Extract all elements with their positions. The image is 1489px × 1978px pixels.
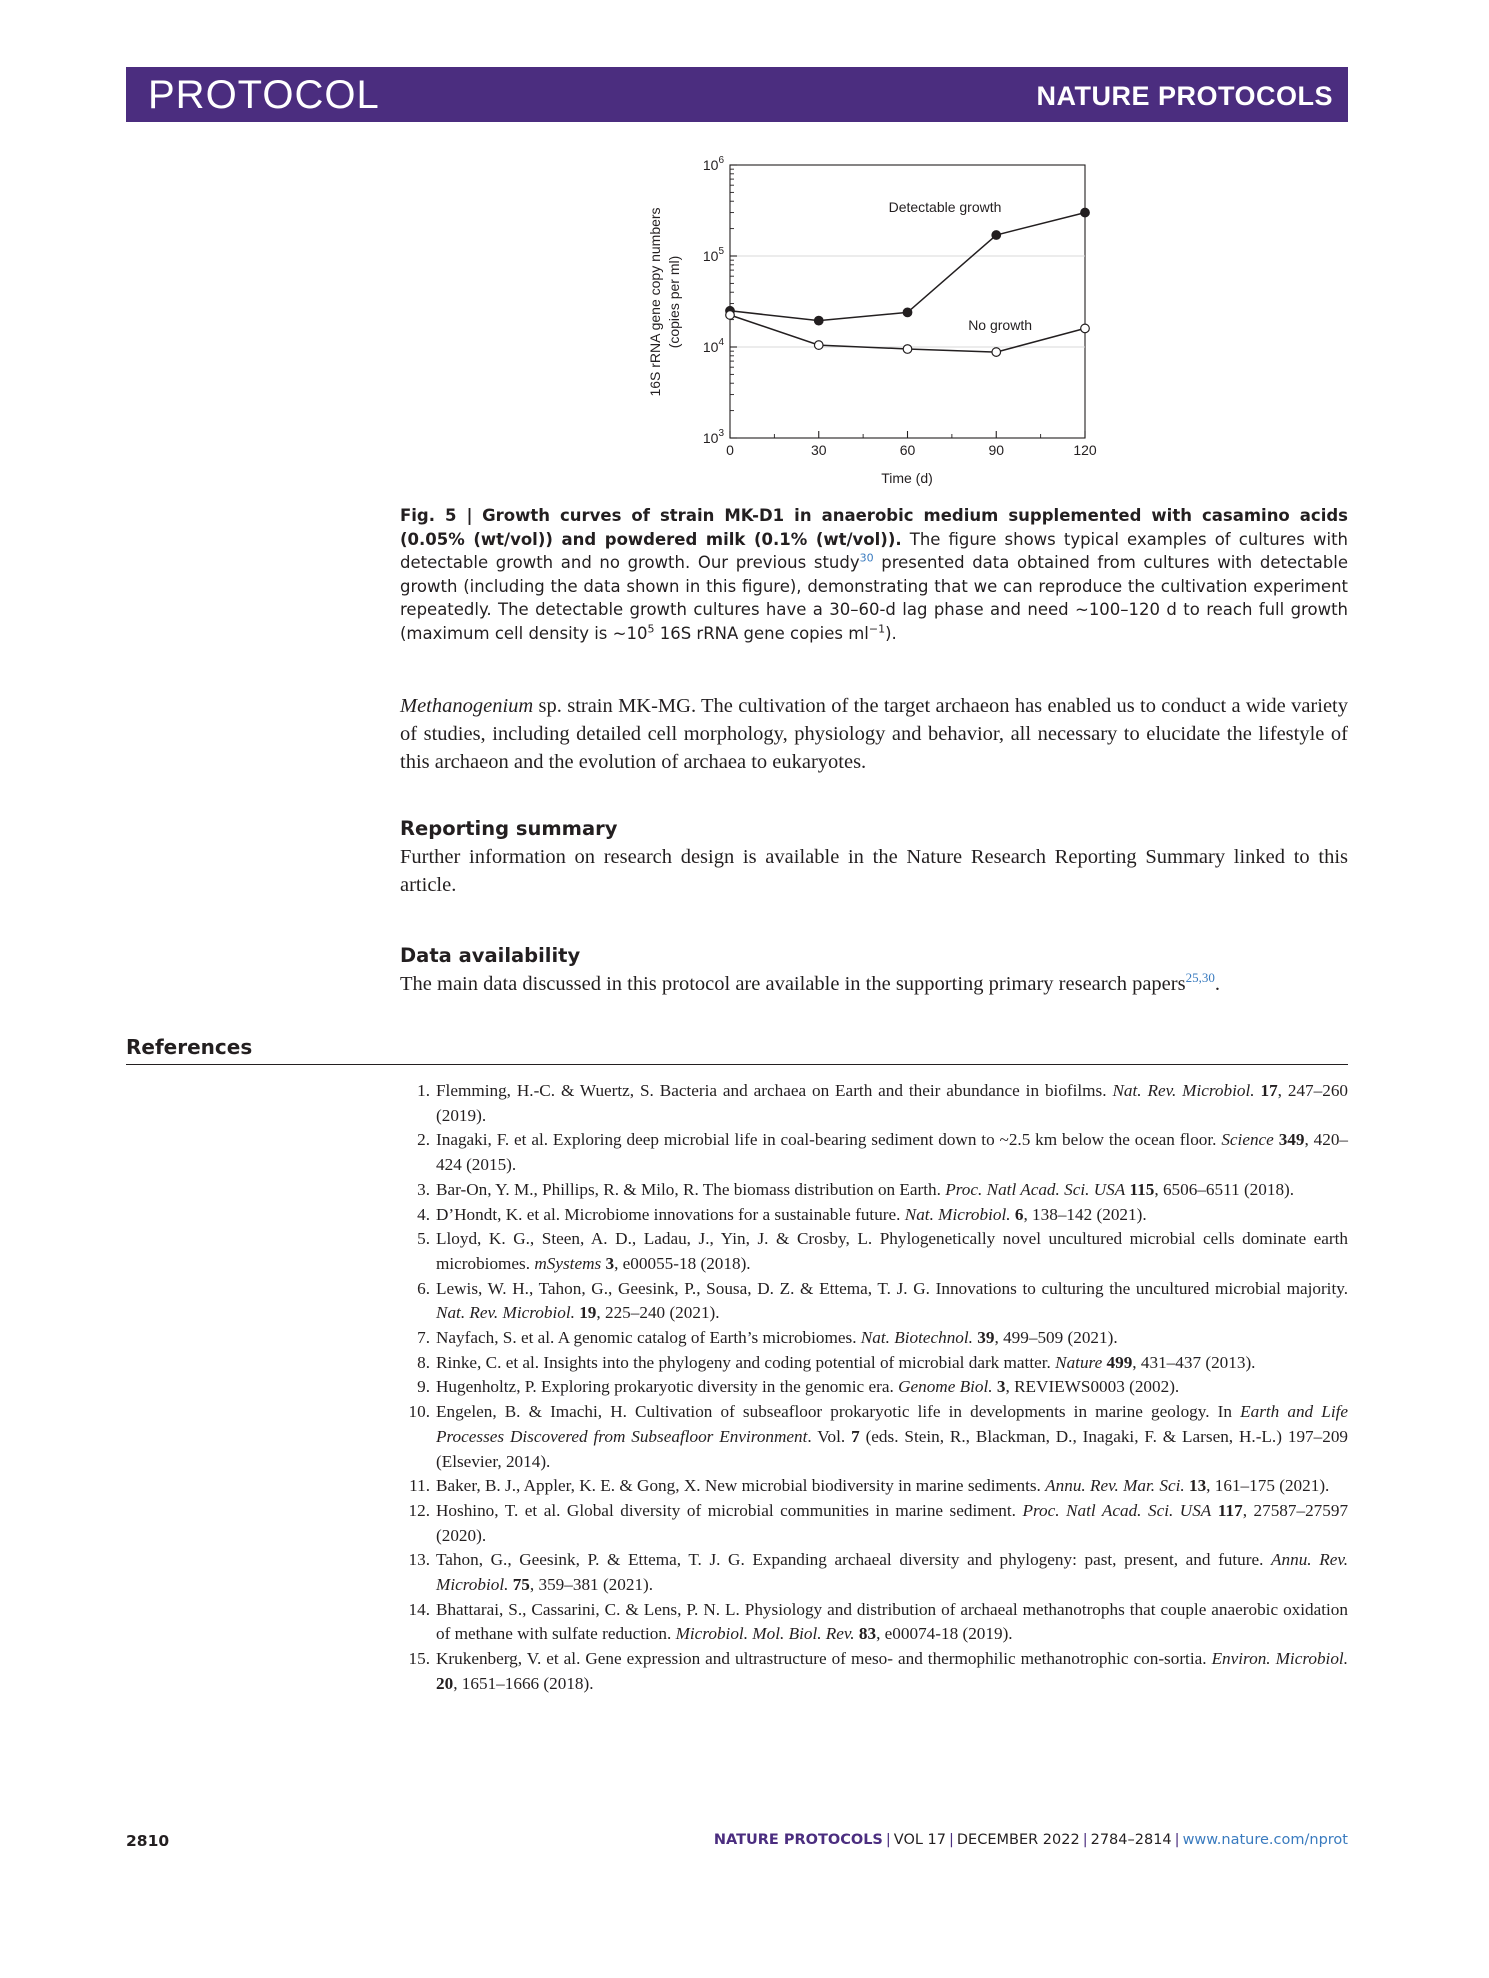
reference-pages: , 499–509 (2021). xyxy=(994,1328,1118,1348)
reference-text: Engelen, B. & Imachi, H. Cultivation of subseafloor prokaryotic life in developments in marine geology. In xyxy=(436,1402,1232,1422)
reference-text: Nayfach, S. et al. A genomic catalog of Earth’s microbiomes. xyxy=(436,1328,857,1348)
reference-item xyxy=(400,1647,1348,1696)
reference-number: 14. xyxy=(408,1599,430,1619)
x-tick-label-60: 60 xyxy=(899,442,916,458)
growth-curve-chart xyxy=(620,150,1110,500)
body-paragraph-text: sp. strain MK-MG. The cultivation of the target archaeon has enabled us to conduct a wide variety of studies, including detailed cell morphology, physiology and behavior, all necessary to elucidate the lifestyle of this archaeon and the evolution of archaea to eukaryotes. xyxy=(400,695,1348,773)
body-paragraph xyxy=(400,692,1348,776)
reference-pages: , 6506–6511 (2018). xyxy=(1154,1179,1295,1199)
data-availability-heading: Data availability xyxy=(400,944,581,967)
reference-journal: Science xyxy=(1221,1130,1274,1150)
reference-vol-prefix: . Vol. xyxy=(807,1426,846,1446)
data-point-no-growth xyxy=(903,345,912,354)
footer-volume: VOL 17 xyxy=(893,1832,946,1848)
reference-journal: mSystems xyxy=(534,1253,602,1273)
x-tick-label-90: 90 xyxy=(988,442,1005,458)
reference-journal: Environ. Microbiol. xyxy=(1211,1649,1349,1669)
x-axis-label: Time (d) xyxy=(881,470,933,486)
reference-volume: 6 xyxy=(1014,1204,1024,1224)
page-number: 2810 xyxy=(126,1832,170,1850)
reference-number: 3. xyxy=(417,1179,430,1199)
reference-pages: , 1651–1666 (2018). xyxy=(453,1673,594,1693)
reference-text: Bar-On, Y. M., Phillips, R. & Milo, R. The biomass distribution on Earth. xyxy=(436,1179,941,1199)
footer-journal: NATURE PROTOCOLS xyxy=(713,1832,883,1848)
reference-volume: 349 xyxy=(1278,1130,1305,1150)
reference-journal: Nat. Biotechnol. xyxy=(860,1328,973,1348)
reference-number: 10. xyxy=(408,1402,430,1422)
reference-item xyxy=(400,1277,1348,1326)
data-point-detectable-growth xyxy=(1081,208,1090,217)
reference-pages: , 247–260 (2019). xyxy=(436,1081,1349,1125)
data-availability-text xyxy=(400,970,1348,998)
reference-item xyxy=(400,1128,1348,1177)
references-divider xyxy=(126,1064,1348,1065)
data-availability-end: . xyxy=(1214,973,1220,995)
reporting-summary-text: Further information on research design is available in the Nature Research Reporting Summary linked to this article. xyxy=(400,846,1348,896)
reference-volume: 83 xyxy=(858,1624,877,1644)
reference-volume: 19 xyxy=(579,1303,597,1323)
caption-text-1: The figure shows typical examples of cultures with detectable growth and no growth. Our previous study xyxy=(400,529,1348,572)
reference-journal: Nature xyxy=(1055,1352,1103,1372)
series-line-detectable-growth xyxy=(730,213,1085,321)
caption-text-3: 16S rRNA gene copies ml xyxy=(659,623,869,643)
reference-list xyxy=(400,1079,1348,1697)
caption-label: Fig. 5 | xyxy=(400,506,473,525)
reference-journal: Nat. Rev. Microbiol. xyxy=(436,1303,575,1323)
annotation-detectable-growth: Detectable growth xyxy=(888,199,1002,215)
reference-number: 1. xyxy=(417,1081,430,1100)
reference-text: Flemming, H.-C. & Wuertz, S. Bacteria and archaea on Earth and their abundance in biofilms. xyxy=(436,1081,1107,1100)
reference-item xyxy=(400,1400,1348,1474)
reference-number: 6. xyxy=(417,1278,430,1298)
reference-volume: 115 xyxy=(1129,1179,1155,1199)
reference-item xyxy=(400,1375,1348,1400)
reference-number: 8. xyxy=(417,1352,430,1372)
references-heading: References xyxy=(126,1035,253,1059)
reference-journal: Annu. Rev. Microbiol. xyxy=(436,1550,1349,1595)
reference-pages: , 161–175 (2021). xyxy=(1206,1476,1330,1496)
reference-journal: Microbiol. Mol. Biol. Rev. xyxy=(675,1624,855,1644)
data-availability-sentence: The main data discussed in this protocol are available in the supporting primary research papers xyxy=(400,973,1186,995)
reference-text: D’Hondt, K. et al. Microbiome innovations for a sustainable future. xyxy=(436,1204,901,1224)
y-tick-label-3: $10^6$ xyxy=(702,155,724,173)
footer-url[interactable]: www.nature.com/nprot xyxy=(1182,1832,1348,1848)
caption-citation[interactable]: 30 xyxy=(859,551,874,565)
y-axis-label-line1: 16S rRNA gene copy numbers xyxy=(647,207,663,397)
data-point-detectable-growth xyxy=(903,308,912,317)
reference-journal: Proc. Natl Acad. Sci. USA xyxy=(945,1179,1126,1199)
reporting-summary-heading: Reporting summary xyxy=(400,817,618,840)
header-bar xyxy=(126,67,1348,122)
y-tick-label-0: $10^3$ xyxy=(702,428,724,446)
y-tick-label-1: $10^4$ xyxy=(702,337,724,355)
reference-item xyxy=(400,1598,1348,1647)
reference-item xyxy=(400,1079,1348,1128)
reference-number: 4. xyxy=(417,1204,430,1224)
reference-text: Lewis, W. H., Tahon, G., Geesink, P., Sousa, D. Z. & Ettema, T. J. G. Innovations to culturing the uncultured microbial majority. xyxy=(436,1278,1348,1298)
reference-pages: , REVIEWS0003 (2002). xyxy=(1005,1377,1180,1397)
reference-text: Hoshino, T. et al. Global diversity of microbial communities in marine sediment. xyxy=(436,1500,1016,1520)
reference-volume: 117 xyxy=(1217,1500,1243,1520)
reference-number: 7. xyxy=(417,1328,430,1348)
data-point-no-growth xyxy=(1081,324,1090,333)
reference-journal: Proc. Natl Acad. Sci. USA xyxy=(1022,1500,1212,1520)
caption-text-4: ). xyxy=(885,623,897,643)
reference-volume: 13 xyxy=(1188,1476,1207,1496)
reference-text: Baker, B. J., Appler, K. E. & Gong, X. New microbial biodiversity in marine sediments. xyxy=(436,1476,1041,1496)
reference-pages: , 225–240 (2021). xyxy=(596,1303,720,1323)
data-point-no-growth xyxy=(726,311,735,320)
reference-text: Bhattarai, S., Cassarini, C. & Lens, P. N. L. Physiology and distribution of archaeal methanotrophs that couple anaerobic oxidation of methane with sulfate reduction. xyxy=(436,1599,1348,1644)
y-axis-label-line2: (copies per ml) xyxy=(666,255,682,349)
genus-name: Methanogenium xyxy=(400,695,534,717)
reference-number: 12. xyxy=(408,1500,430,1520)
reference-volume: 39 xyxy=(977,1328,995,1348)
reference-number: 11. xyxy=(409,1476,430,1496)
reference-text: Hugenholtz, P. Exploring prokaryotic diversity in the genomic era. xyxy=(436,1377,894,1397)
reference-volume: 7 xyxy=(851,1426,860,1446)
reference-item xyxy=(400,1178,1348,1203)
reference-pages: , 359–381 (2021). xyxy=(529,1575,654,1595)
reference-number: 13. xyxy=(408,1550,430,1570)
data-point-detectable-growth xyxy=(814,316,823,325)
data-point-detectable-growth xyxy=(992,231,1001,240)
reference-item xyxy=(400,1326,1348,1351)
reference-journal: Earth and Life Processes Discovered from Subseafloor Environment xyxy=(436,1402,1349,1446)
reference-number: 5. xyxy=(417,1229,430,1249)
reference-journal: Nat. Rev. Microbiol. xyxy=(1112,1081,1255,1100)
reference-pages: , e00074-18 (2019). xyxy=(876,1624,1013,1644)
reference-volume: 499 xyxy=(1106,1352,1133,1372)
figure-caption xyxy=(400,504,1348,645)
journal-name: NATURE PROTOCOLS xyxy=(1036,81,1333,111)
caption-text-2: presented data obtained from cultures with detectable growth (including the data shown in this figure), demonstrating that we can reproduce the cultivation experiment repeatedly. The detectable growth cultures have a 30–60-d lag phase and need ~100–120 d to reach full growth (maximum cell density is ~10 xyxy=(400,553,1348,643)
reference-number: 2. xyxy=(417,1130,430,1150)
reference-volume: 3 xyxy=(605,1253,615,1273)
growth-curve-figure xyxy=(620,150,1110,500)
x-tick-label-0: 0 xyxy=(726,442,734,458)
reference-item xyxy=(400,1227,1348,1276)
y-tick-label-2: $10^5$ xyxy=(702,246,724,264)
reference-number: 9. xyxy=(417,1377,430,1397)
reference-item xyxy=(400,1548,1348,1597)
reference-volume: 20 xyxy=(436,1673,454,1693)
footer-pages: 2784–2814 xyxy=(1090,1832,1172,1848)
reference-item xyxy=(400,1351,1348,1376)
data-point-no-growth xyxy=(814,341,823,350)
reference-text: Lloyd, K. G., Steen, A. D., Ladau, J., Yin, J. & Crosby, L. Phylogenetically novel uncultured microbial cells dominate earth microbiomes. xyxy=(436,1229,1348,1273)
caption-exponent-5: 5 xyxy=(647,622,655,635)
caption-title: Growth curves of strain MK-D1 in anaerobic medium supplemented with casamino acids (0.05% (wt/vol)) and powdered milk (0.1% (wt/vol)). xyxy=(400,506,1348,549)
reference-text: Tahon, G., Geesink, P. & Ettema, T. J. G. Expanding archaeal diversity and phylogeny: past, present, and future. xyxy=(436,1550,1264,1570)
reference-journal: Nat. Microbiol. xyxy=(904,1204,1011,1224)
data-point-no-growth xyxy=(992,348,1001,357)
reference-volume: 3 xyxy=(996,1377,1006,1397)
reference-volume: 17 xyxy=(1260,1081,1278,1100)
data-availability-citation[interactable]: 25,30 xyxy=(1185,970,1215,986)
reference-pages: , 27587–27597 (2020). xyxy=(436,1500,1349,1545)
reference-journal: Annu. Rev. Mar. Sci. xyxy=(1045,1476,1185,1496)
reference-item xyxy=(400,1499,1348,1548)
reference-pages: , 420–424 (2015). xyxy=(436,1130,1349,1175)
footer-date: DECEMBER 2022 xyxy=(956,1832,1080,1848)
reference-pages: , e00055-18 (2018). xyxy=(614,1253,751,1273)
caption-exponent-minus-1: −1 xyxy=(868,622,886,635)
annotation-no-growth: No growth xyxy=(968,317,1032,333)
reference-text: Krukenberg, V. et al. Gene expression and ultrastructure of meso- and thermophilic methanotrophic con-sortia. xyxy=(436,1649,1207,1669)
reference-number: 15. xyxy=(408,1649,430,1669)
reference-pages: (eds. Stein, R., Blackman, D., Inagaki, F. & Larsen, H.-L.) 197–209 (Elsevier, 2014). xyxy=(436,1426,1349,1471)
reference-item xyxy=(400,1203,1348,1228)
x-tick-label-30: 30 xyxy=(810,442,827,458)
reference-volume: 75 xyxy=(512,1575,530,1595)
footer-citation: NATURE PROTOCOLS | VOL 17 | DECEMBER 2022 | 2784–2814 | www.nature.com/nprot xyxy=(713,1832,1348,1848)
reference-text: Inagaki, F. et al. Exploring deep microbial life in coal-bearing sediment down to ~2.5 km below the ocean floor. xyxy=(436,1130,1217,1150)
section-label: PROTOCOL xyxy=(148,73,380,117)
reference-journal: Genome Biol. xyxy=(898,1377,993,1397)
reference-item xyxy=(400,1474,1348,1499)
reference-pages: , 138–142 (2021). xyxy=(1023,1204,1147,1224)
x-tick-label-120: 120 xyxy=(1073,442,1097,458)
reference-pages: , 431–437 (2013). xyxy=(1132,1352,1256,1372)
reference-text: Rinke, C. et al. Insights into the phylogeny and coding potential of microbial dark matter. xyxy=(436,1352,1051,1372)
